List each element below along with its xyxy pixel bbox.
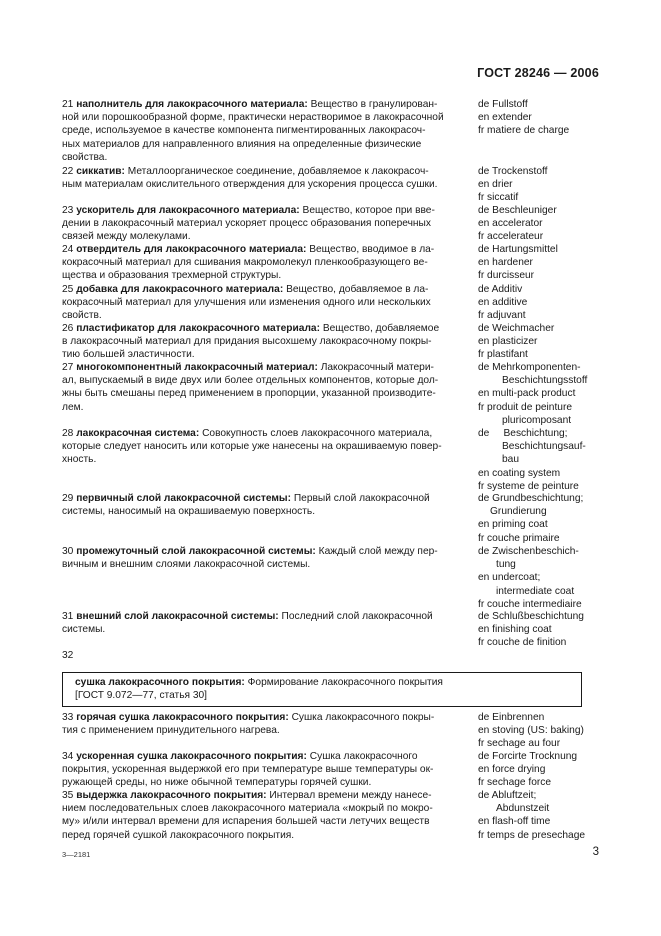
entry-number: 22 — [62, 166, 74, 177]
entry-text: 24 отвердитель для лакокрасочного материала: Вещество, вводимое в ла- кокрасочный материал для сшивания макромолекул пленкообразующего ве- щества и образования трехмерной структуры. — [62, 244, 435, 282]
entry-number: 26 — [62, 323, 74, 334]
entry-text: 34 ускоренная сушка лакокрасочного покрытия: Сушка лакокрасочного покрытия, ускоренная выдержкой его при температуре выше температуры ок- ружающей среды, но ниже обычной температуры горячей сушки. — [62, 751, 434, 789]
entry-number: 30 — [62, 546, 74, 557]
entry-translations: de Hartungsmittel en hardener fr durcisseur — [478, 244, 558, 282]
entry-term: ускоренная сушка лакокрасочного покрытия: — [76, 751, 307, 762]
entry-translations: de Fullstoff en extender fr matiere de charge — [478, 99, 570, 137]
entry-reference: [ГОСТ 9.072—77, статья 30] — [75, 690, 208, 702]
entry-text: 21 наполнитель для лакокрасочного материала: Веществo в гранулирован- ной или порошкообразной форме, практически нерастворимое в лакокрасочной среде, используемое в качестве компонента пигментированных лакокрасоч- ных материалов для направленного влияния на определенные физические свойства. — [62, 99, 444, 163]
entry-term: сиккатив: — [76, 166, 125, 177]
entry-text: 35 выдержка лакокрасочного покрытия: Интервал времени между нанесе- нием последовательных слоев лакокрасочного материала «мокрый по мокро- му» и/или интервал времени для испарения большей части летучих веществ перед горячей сушкой лакокрасочного покрытия. — [62, 790, 433, 841]
page-number: 3 — [592, 846, 599, 858]
entry-number: 33 — [62, 712, 74, 723]
entry-translations: de Abluftzeit; Abdunstzeit en flash-off time fr temps de presechage — [478, 790, 586, 841]
entry-number: 24 — [62, 244, 74, 255]
entry-translations: de Schlußbeschichtung en finishing coat fr couche de finition — [478, 611, 584, 649]
entry-term: внешний слой лакокрасочной системы: — [76, 611, 279, 622]
page-header: ГОСТ 28246 — 2006 — [477, 66, 599, 80]
entry-translations: de Mehrkomponenten- Beschichtungsstoff en multi-pack product fr produit de peinture pluricomposant — [478, 362, 588, 426]
entry-text: 31 внешний слой лакокрасочной системы: Последний слой лакокрасочной системы. — [62, 611, 433, 636]
entry-text: 28 лакокрасочная система: Совокупность слоев лакокрасочного материала, которые следует наносить или которые уже нанесены на окрашиваемую повер- хность. — [62, 428, 442, 466]
entry-text: 29 первичный слой лакокрасочной системы: Первый слой лакокрасочной системы, наносимый на окрашиваемую поверхность. — [62, 493, 430, 518]
entry-number: 27 — [62, 362, 74, 373]
entry-text: 22 сиккатив: Металлоорганическое соединение, добавляемое к лакокрасоч- ным материалам окислительного отверждения для ускорения процесса сушки. — [62, 166, 438, 191]
entry-text: 25 добавка для лакокрасочного материала: Вещество, добавляемое в ла- кокрасочный материал для улучшения или изменения одного или нескольких свойств. — [62, 284, 431, 322]
entry-text: 23 ускоритель для лакокрасочного материала: Вещество, которое при вве- дении в лакокрасочный материал ускоряет процесс образования поперечных связей между молекулами. — [62, 205, 435, 243]
entry-translations: de Forcirte Trocknung en force drying fr sechage force — [478, 751, 578, 789]
entry-term: лакокрасочная система: — [76, 428, 200, 439]
entry-translations: de Weichmacher en plasticizer fr plastifant — [478, 323, 555, 361]
entry-term: отвердитель для лакокрасочного материала: — [76, 244, 307, 255]
entry-term: горячая сушка лакокрасочного покрытия: — [76, 712, 289, 723]
entry-text: 27 многокомпонентный лакокрасочный материал: Лакокрасочный матери- ал, выпускаемый в виде двух или более отдельных компонентов, которые дол- жны быть смешаны перед применением в пропорции, указанной производите- лем. — [62, 362, 439, 413]
entry-number: 34 — [62, 751, 74, 762]
entry-text: 30 промежуточный слой лакокрасочной системы: Каждый слой между пер- вичным и внешним слоями лакокрасочной системы. — [62, 546, 438, 571]
entry-translations: de Zwischenbeschich- tung en undercoat; intermediate coat fr couche intermediaire — [478, 546, 582, 610]
entry-translations: de Grundbeschichtung; Grundierung en priming coat fr couche primaire — [478, 493, 584, 544]
entry-translations: de Beschichtung; Beschichtungsauf- bau en coating system fr systeme de peinture — [478, 428, 586, 492]
entry-translations: de Trockenstoff en drier fr siccatif — [478, 166, 548, 204]
entry-32-number: 32 — [62, 650, 74, 661]
entry-translations: de Einbrennen en stoving (US: baking) fr sechage au four — [478, 712, 584, 750]
entry-term: первичный слой лакокрасочной системы: — [76, 493, 292, 504]
entry-term: многокомпонентный лакокрасочный материал: — [76, 362, 318, 373]
entry-term: промежуточный слой лакокрасочной системы: — [76, 546, 316, 557]
entry-number: 29 — [62, 493, 74, 504]
entry-text: 33 горячая сушка лакокрасочного покрытия: Сушка лакокрасочного покры- тия с применением принудительного нагрева. — [62, 712, 435, 737]
entry-translations: de Additiv en additive fr adjuvant — [478, 284, 528, 322]
entry-term: выдержка лакокрасочного покрытия: — [76, 790, 267, 801]
footer-print-code: 3—2181 — [62, 850, 91, 859]
entry-term: ускоритель для лакокрасочного материала: — [76, 205, 300, 216]
entry-number: 25 — [62, 284, 74, 295]
entry-number: 28 — [62, 428, 74, 439]
entry-number: 31 — [62, 611, 74, 622]
entry-term: сушка лакокрасочного покрытия: — [75, 677, 245, 688]
entry-number: 23 — [62, 205, 74, 216]
entry-text: Формирование лакокрасочного покрытия — [247, 677, 443, 688]
entry-number: 21 — [62, 99, 74, 110]
entry-32-box — [62, 672, 582, 707]
entry-term: пластификатор для лакокрасочного материала: — [76, 323, 320, 334]
entry-translations: de Beschleuniger en accelerator fr accelerateur — [478, 205, 557, 243]
entry-term: добавка для лакокрасочного материала: — [76, 284, 284, 295]
entry-number: 35 — [62, 790, 74, 801]
entry-term: наполнитель для лакокрасочного материала: — [76, 99, 308, 110]
entry-text: 26 пластификатор для лакокрасочного материала: Вещество, добавляемое в лакокрасочный материал для придания высохшему лакокрасочному покры- тию большей эластичности. — [62, 323, 440, 361]
